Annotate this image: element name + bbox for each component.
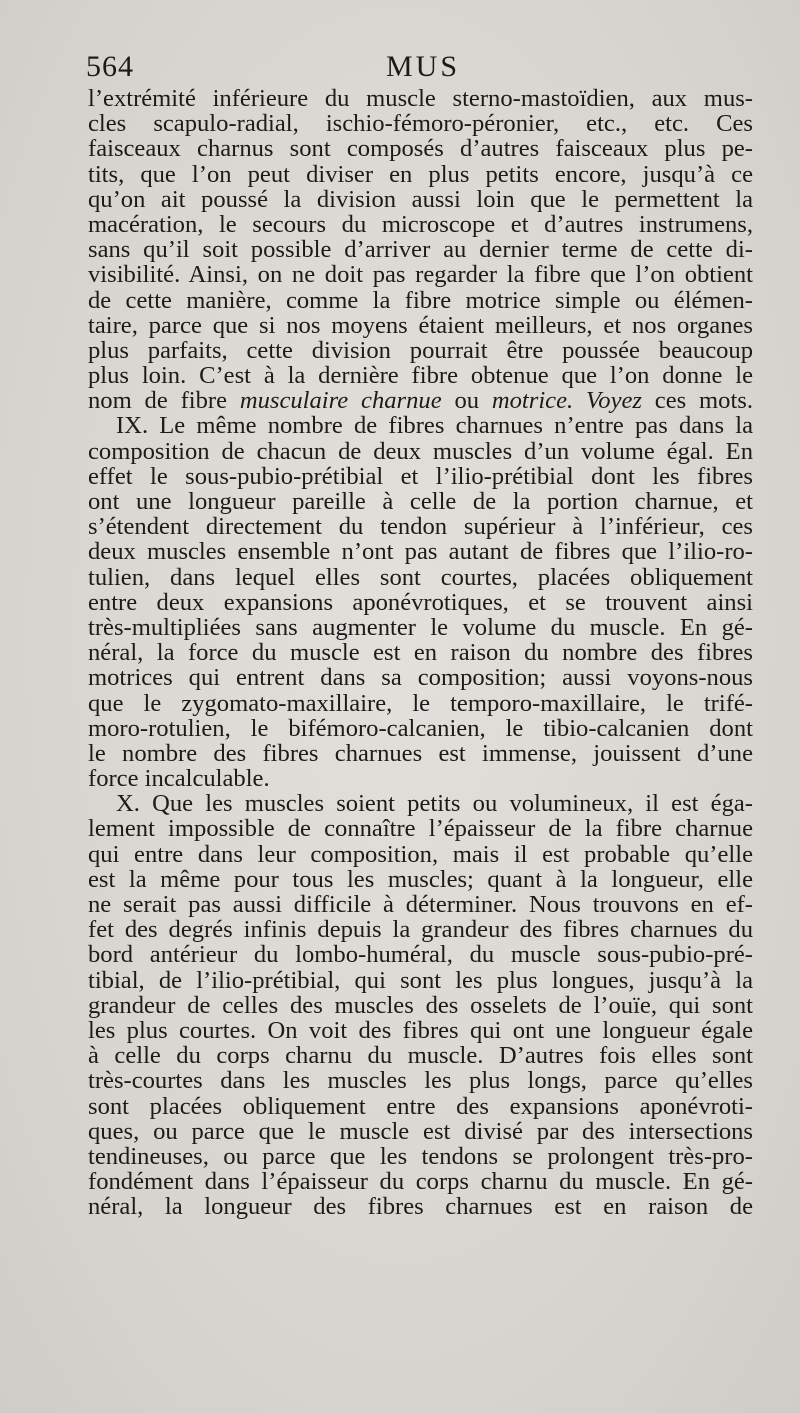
text-line: cles scapulo-radial, ischio-fémoro-péronier, etc., etc. Ces <box>88 111 753 137</box>
text-line: moro-rotulien, le bifémoro-calcanien, le tibio-calcanien dont <box>88 715 753 741</box>
text-line: composition de chacun de deux muscles d’un volume égal. En <box>88 438 753 464</box>
text-line: ont une longueur pareille à celle de la portion charnue, et <box>88 489 753 515</box>
text-line: est la même pour tous les muscles; quant à la longueur, elle <box>88 866 753 892</box>
text-line: sont placées obliquement entre des expansions aponévroti- <box>88 1093 753 1119</box>
text-line: tulien, dans lequel elles sont courtes, placées obliquement <box>88 564 753 590</box>
text-line: très-multipliées sans augmenter le volume du muscle. En gé- <box>88 614 753 641</box>
text-line: le nombre des fibres charnues est immense, jouissent d’une <box>88 740 753 767</box>
running-head: MUS <box>386 50 461 83</box>
text-line: fet des degrés infinis depuis la grandeur des fibres charnues du <box>88 917 753 943</box>
italic-term: musculaire charnue <box>239 388 442 414</box>
body-text <box>88 86 753 1219</box>
text-line-first: X. Que les muscles soient petits ou volumineux, il est éga- <box>116 791 753 817</box>
text-line: taire, parce que si nos moyens étaient meilleurs, et nos organes <box>88 312 753 338</box>
text-line: tendineuses, ou parce que les tendons se prolongent très-pro- <box>88 1143 753 1170</box>
text-line: fondément dans l’épaisseur du corps charnu du muscle. En gé- <box>88 1169 753 1195</box>
text-line: tits, que l’on peut diviser en plus petits encore, jusqu’à ce <box>88 161 753 187</box>
italic-term: motrice. Voyez <box>491 388 642 414</box>
page-header <box>86 50 751 88</box>
text-line: s’étendent directement du tendon supérieur à l’inférieur, ces <box>88 514 753 540</box>
text-line: effet le sous-pubio-prétibial et l’ilio-prétibial dont les fibres <box>88 463 753 489</box>
text-line: plus parfaits, cette division pourrait être poussée beaucoup <box>88 337 753 364</box>
text-line: deux muscles ensemble n’ont pas autant de fibres que l’ilio-ro- <box>88 539 753 565</box>
text-span: ces mots. <box>641 388 753 414</box>
text-line: de cette manière, comme la fibre motrice simple ou élémen- <box>88 287 753 313</box>
text-line: macération, le secours du microscope et d’autres instrumens, <box>88 211 753 238</box>
text-line: ne serait pas aussi difficile à déterminer. Nous trouvons en ef- <box>88 892 753 918</box>
text-span: nom de fibre <box>88 388 240 414</box>
text-line: néral, la longueur des fibres charnues est en raison de <box>88 1194 753 1220</box>
text-line: motrices qui entrent dans sa composition; aussi voyons-nous <box>88 665 753 691</box>
paragraph-3 <box>88 791 753 1219</box>
text-line: plus loin. C’est à la dernière fibre obtenue que l’on donne le <box>88 363 753 389</box>
text-line: grandeur de celles des muscles des osselets de l’ouïe, qui sont <box>88 992 753 1018</box>
text-line: à celle du corps charnu du muscle. D’autres fois elles sont <box>88 1043 753 1069</box>
text-line: les plus courtes. On voit des fibres qui ont une longueur égale <box>88 1017 753 1044</box>
paragraph-1 <box>88 86 753 413</box>
text-line: sans qu’il soit possible d’arriver au dernier terme de cette di- <box>88 237 753 263</box>
text-line: ques, ou parce que le muscle est divisé par des intersections <box>88 1118 753 1144</box>
text-span: ou <box>441 388 492 414</box>
text-line: très-courtes dans les muscles les plus longs, parce qu’elles <box>88 1068 753 1094</box>
text-line-final <box>88 388 753 413</box>
text-line: entre deux expansions aponévrotiques, et se trouvent ainsi <box>88 589 753 615</box>
text-line: qu’on ait poussé la division aussi loin que le permettent la <box>88 186 753 212</box>
text-line: visibilité. Ainsi, on ne doit pas regarder la fibre que l’on obtient <box>88 262 753 288</box>
text-line: qui entre dans leur composition, mais il est probable qu’elle <box>88 841 753 867</box>
text-line: que le zygomato-maxillaire, le temporo-maxillaire, le trifé- <box>88 690 753 716</box>
text-line: néral, la force du muscle est en raison du nombre des fibres <box>88 640 753 666</box>
text-line: lement impossible de connaître l’épaisseur de la fibre charnue <box>88 816 753 842</box>
text-line: faisceaux charnus sont composés d’autres faisceaux plus pe- <box>88 136 753 162</box>
text-line: l’extrémité inférieure du muscle sterno-mastoïdien, aux mus- <box>88 86 753 112</box>
paragraph-2 <box>88 413 753 791</box>
text-line-first: IX. Le même nombre de fibres charnues n’entre pas dans la <box>116 413 753 439</box>
text-line-final: force incalculable. <box>88 766 270 792</box>
page-number: 564 <box>86 50 134 83</box>
text-line: tibial, de l’ilio-prétibial, qui sont les plus longues, jusqu’à la <box>88 967 753 993</box>
text-line: bord antérieur du lombo-huméral, du muscle sous-pubio-pré- <box>88 942 753 968</box>
